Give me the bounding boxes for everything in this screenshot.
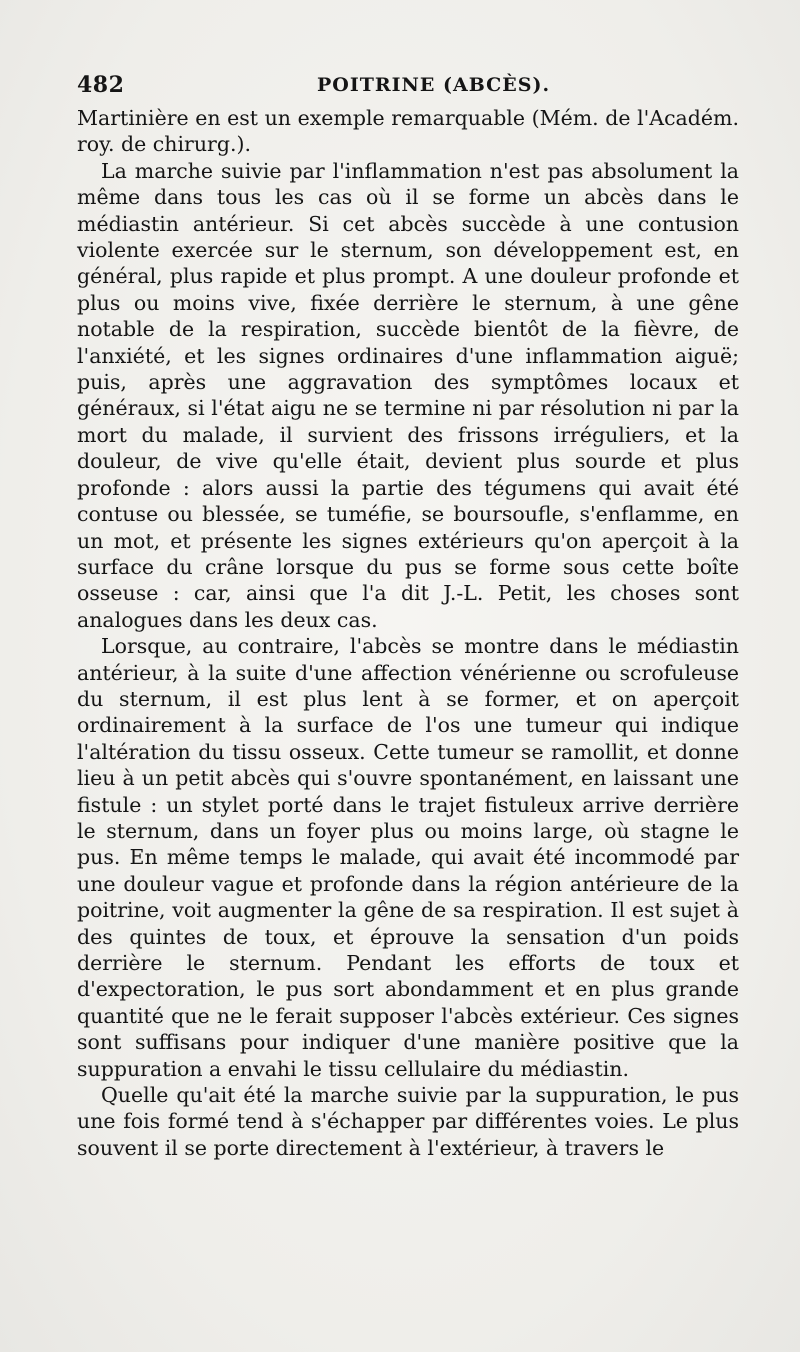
page-number: 482 [77, 72, 125, 98]
paragraph-inflammation-course: La marche suivie par l'inflammation n'est pas absolument la même dans tous les cas où il se forme un abcès dans le médiastin antérieur. Si cet abcès succède à une contusion violente exercée sur le sternum, son développement est, en général, plus rapide et plus prompt. A une douleur profonde et plus ou moins vive, fixée derrière le sternum, à une gêne notable de la respiration, succède bientôt de la fièvre, de l'anxiété, et les signes ordinaires d'une inflammation aiguë; puis, après une aggravation des symptômes locaux et généraux, si l'état aigu ne se termine ni par résolution ni par la mort du malade, il survient des frissons irréguliers, et la douleur, de vive qu'elle était, devient plus sourde et plus profonde : alors aussi la partie des tégumens qui avait été contuse ou blessée, se tuméfie, se boursoufle, s'enflamme, en un mot, et présente les signes extérieurs qu'on aperçoit à la surface du crâne lorsque du pus se forme sous cette boîte osseuse : car, ainsi que l'a dit J.-L. Petit, les choses sont analogues dans les deux cas. [77, 158, 739, 632]
body-text [77, 105, 739, 1161]
paragraph-chronic-abscess: Lorsque, au contraire, l'abcès se montre dans le médiastin antérieur, à la suite d'une affection vénérienne ou scrofuleuse du sternum, il est plus lent à se former, et on aperçoit ordinairement à la surface de l'os une tumeur qui indique l'altération du tissu osseux. Cette tumeur se ramollit, et donne lieu à un petit abcès qui s'ouvre spontanément, en laissant une fistule : un stylet porté dans le trajet fistuleux arrive derrière le sternum, dans un foyer plus ou moins large, où stagne le pus. En même temps le malade, qui avait été incommodé par une douleur vague et profonde dans la région antérieure de la poitrine, voit augmenter la gêne de sa respiration. Il est sujet à des quintes de toux, et éprouve la sensation d'un poids derrière le sternum. Pendant les efforts de toux et d'expectoration, le pus sort abondamment et en plus grande quantité que ne le ferait supposer l'abcès extérieur. Ces signes sont suffisans pour indiquer d'une manière positive que la suppuration a envahi le tissu cellulaire du médiastin. [77, 634, 739, 1081]
paragraph-pus-escape: Quelle qu'ait été la marche suivie par la suppuration, le pus une fois formé tend à s'échapper par différentes voies. Le plus souvent il se porte directement à l'extérieur, à travers le [77, 1083, 739, 1160]
running-head: POITRINE (ABCÈS). [317, 74, 551, 96]
page-header [77, 72, 737, 102]
paragraph-continuation: Martinière en est un exemple remarquable (Mém. de l'Académ. roy. de chirurg.). [77, 106, 739, 157]
